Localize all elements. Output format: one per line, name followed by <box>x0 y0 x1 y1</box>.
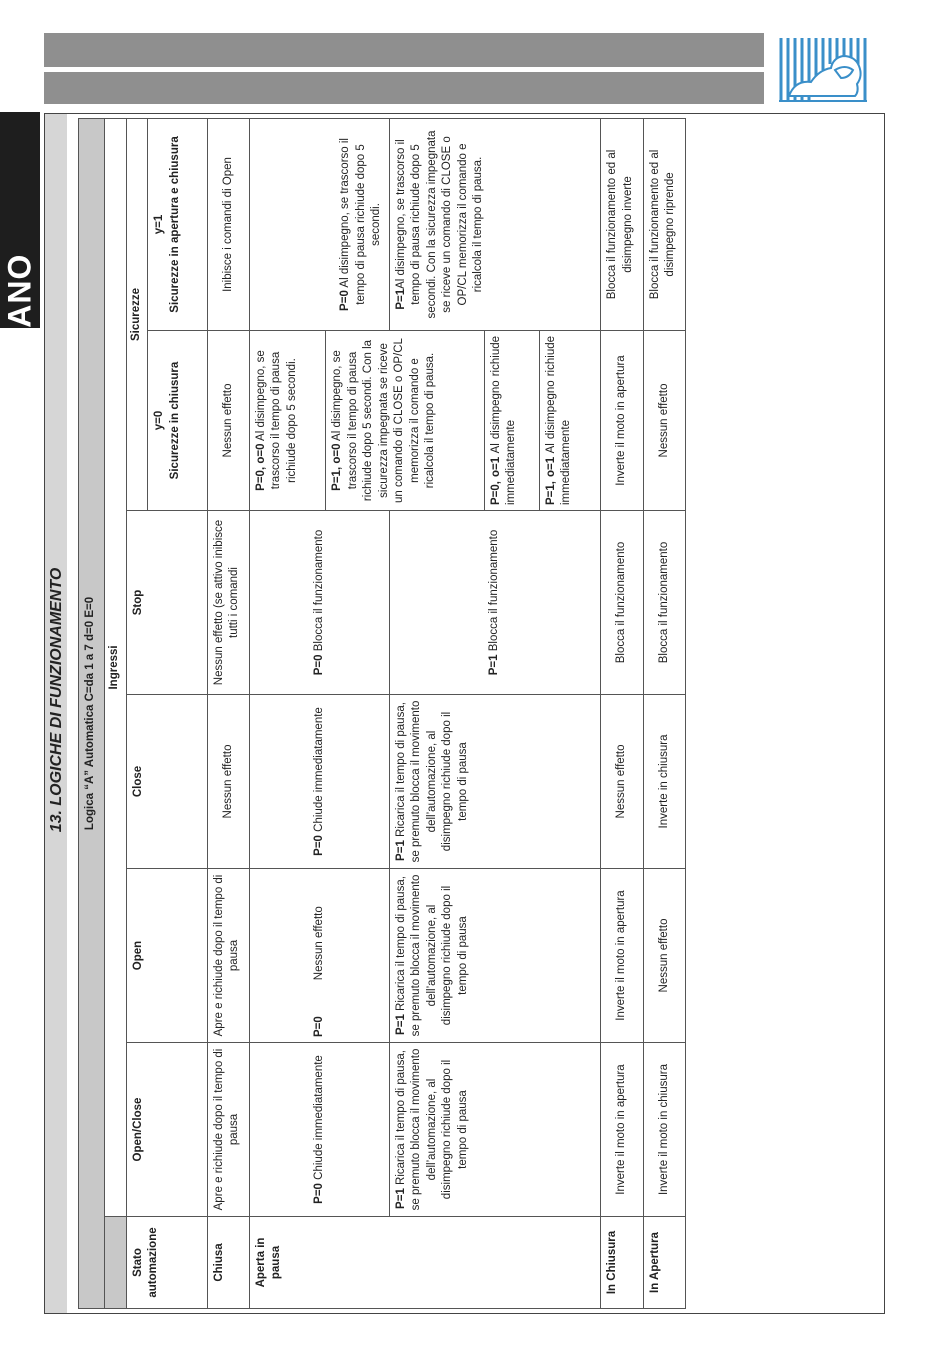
cell-in-chiusura-y1: Blocca il funzionamento ed al disimpegno inverte <box>601 118 643 330</box>
text: Al disimpegno, se trascorso il tempo di pausa richiude dopo 5 secondi. Con la sicurezza impegnata se riceve un comando di CLOSE o OP/CL memorizza il comando e ricalcola il tempo di pausa. <box>394 130 485 319</box>
row-in-apertura-label: In Apertura <box>643 1217 685 1309</box>
cell-in-apertura-open: Nessun effetto <box>643 869 685 1043</box>
tag: P=1, o=1 <box>544 456 557 505</box>
ingressi-group: Ingressi <box>104 118 126 1216</box>
sicurezze-group: Sicurezze <box>126 118 148 510</box>
cell-pausa-p0-open <box>249 869 389 1043</box>
cell-pausa-p1-close <box>389 695 601 869</box>
col-close: Close <box>126 695 207 869</box>
cell-in-apertura-close: Inverte in chiusura <box>643 695 685 869</box>
text: Nessun effetto <box>312 906 325 981</box>
row-pausa-label: Aperta in pausa <box>249 1217 600 1309</box>
text: Ricarica il tempo di pausa, se premuto blocca il movimento dell’automazione, al disimpegno richiude dopo il tempo di pausa <box>394 700 469 863</box>
header-bar-top <box>44 33 764 67</box>
cell-in-chiusura-open-close: Inverte il moto in apertura <box>601 1043 643 1217</box>
cell-pausa-p0o0-y0 <box>249 331 325 511</box>
text: Blocca il funzionamento <box>312 529 325 655</box>
tag: P=0, o=1 <box>489 456 502 505</box>
logic-table <box>78 118 686 1309</box>
cell-pausa-p0-y1 <box>249 118 389 330</box>
text: Al disimpegno richiude immediatamente <box>544 335 573 505</box>
col-y1: y=1 Sicurezze in apertura e chiusura <box>148 118 207 330</box>
cell-pausa-p1-y1 <box>389 118 601 330</box>
cell-pausa-p1-open-close <box>389 1043 601 1217</box>
text: Blocca il funzionamento <box>488 529 501 655</box>
tag: P=1 <box>394 1014 407 1035</box>
section-title: 13. LOGICHE DI FUNZIONAMENTO <box>48 567 65 833</box>
cell-in-apertura-y1: Blocca il funzionamento ed al disimpegno riprende <box>643 118 685 330</box>
row-chiusa-label: Chiusa <box>207 1217 249 1309</box>
cell-in-apertura-stop: Blocca il funzionamento <box>643 511 685 695</box>
cell-chiusa-stop: Nessun effetto (se attivo inibisce tutti i comandi <box>207 511 249 695</box>
cell-chiusa-y0: Nessun effetto <box>207 331 249 511</box>
tag: P=0 <box>312 1183 325 1204</box>
col-open-close: Open/Close <box>126 1043 207 1217</box>
tag: P=0 <box>339 290 352 311</box>
cell-pausa-p1o0-y0 <box>326 331 485 511</box>
language-label: ITALIANO <box>1 253 38 411</box>
text: Al disimpegno, se trascorso il tempo di pausa richiude dopo 5 secondi. <box>339 138 383 305</box>
col-y0: y=0 Sicurezze in chiusura <box>148 331 207 511</box>
cell-chiusa-y1: Inibisce i comandi di Open <box>207 118 249 330</box>
text: Chiude immediatamente <box>312 707 325 836</box>
cell-in-chiusura-open: Inverte il moto in apertura <box>601 869 643 1043</box>
cell-in-chiusura-stop: Blocca il funzionamento <box>601 511 643 695</box>
cell-pausa-p0o1-y0 <box>485 331 540 510</box>
tag: P=0 <box>312 1016 325 1037</box>
cell-chiusa-open: Apre e richiude dopo il tempo di pausa <box>207 869 249 1043</box>
tag: P=1, o=0 <box>331 443 344 491</box>
logic-header: Logica “A” Automatica C=da 1 a 7 d=0 E=0 <box>79 118 105 1308</box>
tag: P=0 <box>312 835 325 856</box>
lion-logo-icon <box>775 30 871 106</box>
tag: P=0, o=0 <box>254 443 267 491</box>
cell-in-chiusura-close: Nessun effetto <box>601 695 643 869</box>
cell-pausa-p1o1-y0 <box>540 331 579 510</box>
cell-in-apertura-open-close: Inverte il moto in chiusura <box>643 1043 685 1217</box>
col-stato: Stato automazione <box>126 1217 207 1309</box>
cell-pausa-p0-close <box>249 695 389 869</box>
col-open: Open <box>126 869 207 1043</box>
cell-chiusa-close: Nessun effetto <box>207 695 249 869</box>
tag: P=1 <box>394 1188 407 1209</box>
text: Al disimpegno, se trascorso il tempo di pausa richiude dopo 5 secondi. Con la sicurezza impegnata se riceve un comando di CLOSE o OP/CL memorizza il comando e ricalcola il tempo di pausa. <box>331 338 437 503</box>
text: Ricarica il tempo di pausa, se premuto blocca il movimento dell’automazione, al disimpegno richiude dopo il tempo di pausa <box>394 874 469 1037</box>
text: Al disimpegno, se trascorso il tempo di pausa richiude dopo 5 secondi. <box>254 350 298 490</box>
col-stop: Stop <box>126 511 207 695</box>
cell-pausa-p0-open-close <box>249 1043 389 1217</box>
cell-pausa-o1-y0 <box>484 331 600 511</box>
cell-in-apertura-y0: Nessun effetto <box>643 331 685 511</box>
row-in-chiusura-label: In Chiusura <box>601 1217 643 1309</box>
text: Chiude immediatamente <box>312 1055 325 1184</box>
text: Ricarica il tempo di pausa, se premuto blocca il movimento dell’automazione, al disimpegno richiude dopo il tempo di pausa <box>394 1048 469 1211</box>
header-bar-bottom <box>44 72 764 104</box>
header-shade <box>104 1217 126 1309</box>
tag: P=0 <box>312 654 325 676</box>
cell-in-chiusura-y0: Inverte il moto in apertura <box>601 331 643 511</box>
tag: P=1 <box>488 654 501 676</box>
cell-pausa-p0-stop <box>249 511 389 695</box>
text: Al disimpegno richiude immediatamente <box>489 335 518 505</box>
logic-table-wrapper <box>78 119 686 1309</box>
language-tab <box>0 112 40 411</box>
tag: P=1 <box>394 840 407 861</box>
cell-pausa-p1-open <box>389 869 601 1043</box>
cell-pausa-p1-stop <box>389 511 601 695</box>
cell-chiusa-open-close: Apre e richiude dopo il tempo di pausa <box>207 1043 249 1217</box>
tag: P=1 <box>394 288 407 310</box>
